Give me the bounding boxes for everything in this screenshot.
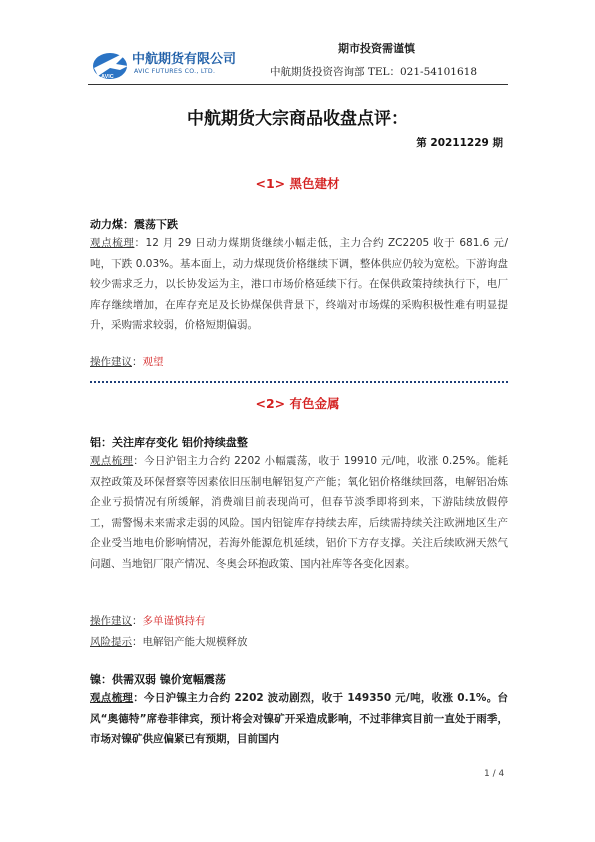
item-view-thermal-coal: [90, 233, 508, 355]
page-number: 1 / 4: [484, 769, 505, 779]
risk-value: ：电解铝产能大规模释放: [132, 636, 248, 648]
header-contact: 中航期货投资咨询部 TEL：021-54101618: [270, 66, 478, 78]
view-text: ：今日沪镍主力合约 2202 波动剧烈，收于 149350 元/吨，收涨 0.1%。台风“奥德特”席卷菲律宾，预计将会对镍矿开采造成影响，不过菲律宾目前一直处于雨季，市场对镍矿供应偏紧已有预期，目前国内: [90, 692, 508, 745]
issue-number: 第 20211229 期: [416, 137, 503, 149]
document-title: 中航期货大宗商品收盘点评：: [187, 109, 408, 129]
view-label: 观点梳理: [90, 237, 135, 249]
section-divider: [90, 381, 508, 383]
company-name-cn: 中航期货有限公司: [132, 52, 237, 67]
view-label: 观点梳理: [90, 455, 134, 467]
item-title-aluminum: 铝：关注库存变化 铝价持续盘整: [90, 436, 248, 449]
section-heading-nonferrous: <2> 有色金属: [255, 396, 340, 411]
op-value: 观望: [142, 356, 164, 368]
header-rule: [88, 84, 508, 85]
section-heading-black-building: <1> 黑色建材: [255, 176, 340, 191]
company-name-en: AVIC FUTURES CO., LTD.: [134, 68, 216, 75]
item-risk-aluminum: 风险提示：电解铝产能大规模释放: [90, 636, 248, 648]
item-title-nickel: 镍：供需双弱 镍价宽幅震荡: [90, 673, 226, 686]
item-view-aluminum: [90, 451, 508, 615]
item-view-nickel: [90, 688, 508, 750]
item-op-aluminum: 操作建议：多单谨慎持有: [90, 615, 206, 627]
view-text: ：12 月 29 日动力煤期货继续小幅走低，主力合约 ZC2205 收于 681.6 元/吨，下跌 0.03%。基本面上，动力煤现货价格继续下调，整体供应仍较为宽松。下游询盘较少需求乏力，以长协发运为主，港口市场价格延续下行。在保供政策持续执行下，电厂库存继续增加，在库存充足及长协煤保供背景下，终端对市场煤的采购积极性难有明显提升，采购需求较弱，价格短期偏弱。: [90, 237, 508, 331]
plane-logo-icon: [90, 42, 134, 84]
op-value: 多单谨慎持有: [142, 615, 206, 627]
item-title-thermal-coal: 动力煤：震荡下跌: [90, 218, 178, 231]
view-label: 观点梳理: [90, 692, 134, 704]
svg-text:AVIC: AVIC: [101, 74, 114, 80]
view-text: ：今日沪铝主力合约 2202 小幅震荡，收于 19910 元/吨，收涨 0.25%。能耗双控政策及环保督察等因素依旧压制电解铝复产产能；氧化铝价格继续回落，电解铝冶炼企业亏损情况有所缓解，消费端目前表现尚可，但春节淡季即将到来，下游陆续放假停工，需警惕未来需求走弱的风险。国内铝锭库存持续去库，后续需持续关注欧洲地区生产企业受当地电价影响情况，若海外能源危机延续，铝价下方存支撑。关注后续欧洲天然气问题、当地铝厂限产情况、冬奥会环抱政策、国内社库等各变化因素。: [90, 455, 508, 570]
header-motto: 期市投资需谨慎: [338, 42, 415, 55]
item-op-thermal-coal: 操作建议：观望: [90, 356, 164, 368]
